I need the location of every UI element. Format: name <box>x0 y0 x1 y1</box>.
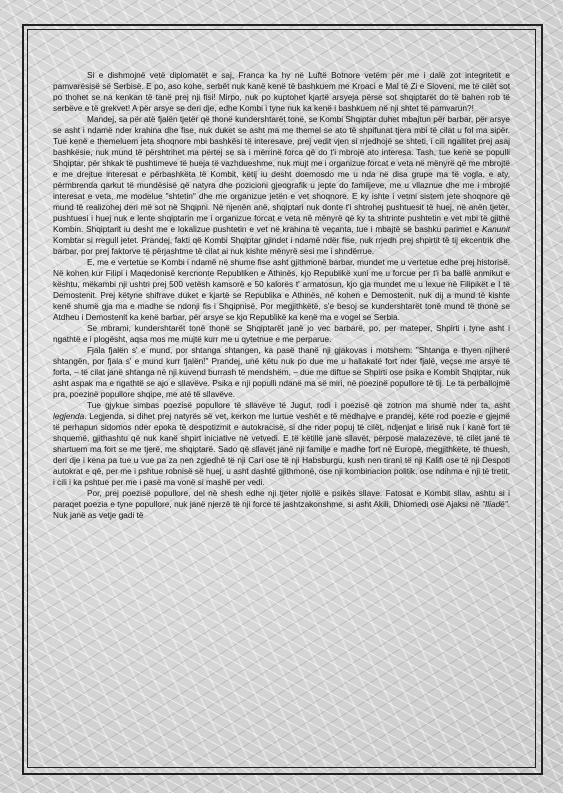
paragraph <box>53 345 510 400</box>
paragraph <box>53 114 510 257</box>
paragraph-text: Kanunit <box>481 225 510 234</box>
paragraph-text: Kombtar si rregull jetet. Prandej, fakti që Kombi Shqiptar gjindet i ndamë ndër fise, nuk rrjedh prej shpirtit të tij ekcentrik dhe barbar, por prej faktorve të përjashtme të cilat ai nuk kishte mënyrë sesi me i shndërrue. <box>53 236 510 256</box>
paragraph <box>53 488 510 521</box>
paragraph-text: . Nuk janë as vetje gadi të <box>53 500 510 520</box>
paragraph-text: Fjala fjalën s' e mund, por shtanga shtangen, ka pasë thanë nji gjakovas i motshem: "Shtanga e thyen njiherë shtangën, por fjala s' e mund kurr fjalën!" Prandej, unë këtu nuk po due me u hallakatë fort nder fjalë, veçse me arsye të forta, – të cilat janë shtanga në nji kuvend burrash të mendshëm, – due me diftue se Shpirti ose psika e Kombit Shqiptar, nuk asht aspak ma e ngathtë se ajo e sllavëve. Psika e nji populli ndanë ma së miri, në poezinë popullore të tij. Le ta perballojmë pra, poezinë popullore shqipe, me atë të sllavëve. <box>53 346 510 399</box>
paragraph-text: "Iliadë" <box>482 500 508 509</box>
paragraph-text: Mandej, sa për atë fjalën tjetër që thonë kundershtarët tonë, se Kombi Shqiptar duhet mbajtun për barbar, për arsye se asht i ndamë nder krahina dhe fise, nuk duket se asht ma me themel se ato të shpifunat tjera mbi të cilat u fol ma sipër. Tue kenë e themeluem jeta shoqnore mbi bashkësi të interesave, prej vedit vjen si rrjedhojë se shteti, i cili ngallitet prej asaj bashkësie, nuk mund të përshtrihet ma përtej se sa i mërrinë forca që do t'i mbrojë ato interesa. Tash, tue kenë se populli Shqiptar, për shkak të pushtimeve të hueja të vazhdueshme, nuk mujt me i organizue forcat e veta në mënyrë që me mbrojtë e me drejtue interesat e përbashkëta të Kombit, këtij iu desht doemosdo me u nda në disa grupe ma të vogla, e aty, përmbrenda qarkut të mundësisë që natyra dhe pozicioni gjeografik u jepte do familjeve, me u vllaznue dhe me i mbrojtë interesat e veta, me modelue "shtetin" dhe me organizue jetën e vet shoqnore. E ky ishte i vetmi sistem jete shoqnore që mund të realizohej deri më sot në Shqipni. Në njenën anë, shqiptari nuk donte t'i shtrohej pushtuesit të huej, në anën tjetër, pushtuesi i huej nuk e lente shqiptarin me i organizue forcat e veta në mënyrë që ky ta shtrinte pushtetin e vet mbi të gjithë Kombin. Shqiptarit iu desht me e lokalizue pushtetin e vet në krahina të veçanta, tue i mbajtë së bashku parimet e <box>53 115 510 234</box>
paragraph-text: Se mbrami, kundershtarët tonë thonë se Shqiptarët janë jo vec barbarë, po, per mateper, Shpirti i tyne asht i ngathtë e i plogësht, aqsa mos me mujtë kurr me u qytetnue e me perparue. <box>53 324 510 344</box>
document-body <box>53 70 510 760</box>
paragraph <box>53 70 510 114</box>
paragraph-text: Si e dishmojnë vetë diplomatët e saj, Franca ka hy në Luftë Botnore vetëm për me i dalë zot integritetit e pamvarësisë së Serbisë. E po, aso kohe, serbët nuk kanë kenë të bashkuem me Kroacì e Mal të Zi e Sloveni, me të cilët sot po thohet se na kenkan të tanë prej nji fisi! Mirpo, nuk po kuptohet kjartë arsyeja përse sot shqiptarët do të bahen rob të serbëve e të grekvet! A për arsye se deri dje, edhe Kombi i tyne nuk ka kenë i bashkuem në nji shtet të pamvarun?! <box>53 71 510 113</box>
paragraph-text: legjenda <box>53 412 85 421</box>
paragraph-text: . Legjenda, si dihet prej natyrës së vet, kerkon me lurtue veshët e të mëdhajve e prandej, këte rod poezie e gjejmë të perhapun sidomos nder epoka të despotizmit e autokracisë, si dhe nder popuj të cilët, ndjenjat e lirisë nuk i kanë fort të shquemë, gjithashtu që nuk kanë shpirt iniciative në vetvedi. E të këtillë janë sllavët, përposë malazezëve, të cilët janë të shartuem ma fort se me tjerë, me shqiptarë. Sado që sllavët janë nji familje e madhe fort në Europë, megjithkëte, të thuesh, deri dje i kena pa tue u vue pa za nen zgjedhë të nji Cari ose të nji Habsburgu, kush nen tiranì të nji Kalifi ose të nji Despoti autokrat e që, per me i pshtue robnisë së huej, u asht dashtë gjithmonë, ose nji kombinacion politik, ose ndihma e nji të tretit, i cili i ka pshtue per me i pasë ma vonë si mashë per vedi. <box>53 412 510 487</box>
paragraph <box>53 323 510 345</box>
paragraph-text: Tue gjykue simbas poezisë popullore të sllavëve të Jugut, rodi i poezisë që zotnon ma shumë nder ta, asht <box>87 401 510 410</box>
paragraph-text: Por, prej poezisë popullore, del në shesh edhe nji tjeter njollë e psikës sllave. Fatosat e Kombit sllav, ashtu si i paraqet poezia e tyne popullore, nuk janë njerzë të nji force të jashtzakonshme, si asht Akili, Dhiomedi ose Ajaksi në <box>53 489 510 509</box>
paragraph-text: E, me e vertetue se Kombi i ndamë në shume fise asht gjithmonë barbar, mundet me u vertetue edhe prej historisë. Në kohen kur Filipi i Maqedonisë kercnonte Republiken e Athinës, kjo Republikë xuni me u forcue per t'i ba ballë anmikut e kështu, mëkambi nji ushtri prej 500 vetësh kamsorë e 50 kalorës t' armatosun, kjo gja mundet me u lexue në Filipikët e I të Demostenit. Prej këtyne shifrave duket e kjartë se Republika e Athinës, në kohen e Demostenit, nuk dij a mund të kishte kenë shumë gja ma e madhe se ndonji fis i Shqipnisë. Por megjithkëtë, s'e besoj se kundershtarët tonë mund të thonë se Atdheu i Demostenit ka kenë barbar, për arsye se kjo Republikë ka kenë ma e vogel se Serbia. <box>53 258 510 322</box>
paragraph <box>53 400 510 488</box>
paragraph <box>53 257 510 323</box>
